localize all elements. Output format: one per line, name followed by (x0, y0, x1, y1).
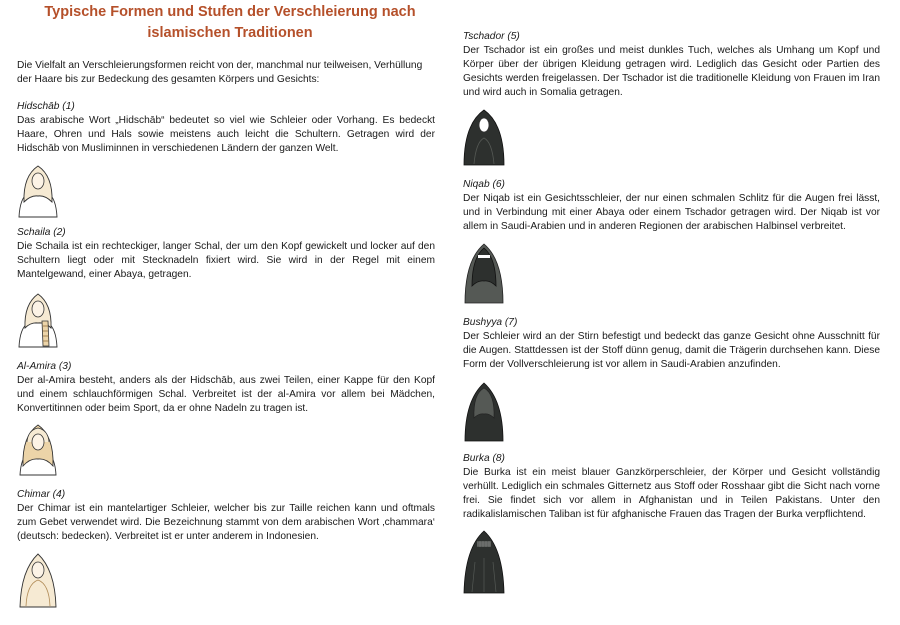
section-text: Die Schaila ist ein rechteckiger, langer Schal, der um den Kopf gewickelt und locker auf den Schultern liegt oder mit Stecknadeln fixiert wird. Sie wird in der Regel mit einem Mantelgewand, einer Abaya, getragen. (17, 241, 435, 280)
section-heading: Al-Amira (3) (17, 361, 72, 372)
section-text: Die Burka ist ein meist blauer Ganzkörperschleier, der Körper und Gesicht vollständig verhüllt. Lediglich ein schmales Gitternetz aus Stoff oder Rosshaar gibt die Sicht nach vorne frei. Sie findet sich vor allem in Afghanistan und in Teilen Pakistans. Unter den radikalislamischen Taliban ist für afghanische Frauen das Tragen der Burka verpflichtend. (463, 467, 880, 520)
al-amira-figure-icon (18, 420, 58, 476)
section-heading: Bushyya (7) (463, 317, 518, 328)
section-bushyya (463, 316, 880, 372)
section-chimar (17, 488, 435, 544)
page-title-line-2: islamischen Traditionen (147, 25, 313, 41)
bushyya-figure-icon (462, 378, 506, 442)
section-schaila (17, 226, 435, 282)
section-burka (463, 452, 880, 522)
section-heading: Hidschāb (1) (17, 101, 75, 112)
hijab-figure-icon (18, 160, 58, 218)
page-title-line-1: Typische Formen und Stufen der Verschleierung nach (44, 4, 416, 20)
section-heading: Chimar (4) (17, 489, 66, 500)
intro-paragraph: Die Vielfalt an Verschleierungsformen reicht von der, manchmal nur teilweisen, Verhüllung der Haare bis zur Bedeckung des gesamten Körpers und Gesichts: (17, 60, 423, 85)
section-heading: Schaila (2) (17, 227, 66, 238)
section-heading: Tschador (5) (463, 31, 520, 42)
section-heading: Niqab (6) (463, 179, 505, 190)
page-title (30, 2, 430, 44)
burka-figure-icon (462, 528, 506, 594)
chador-figure-icon (462, 106, 506, 166)
section-text: Der Chimar ist ein mantelartiger Schleier, welcher bis zur Taille reichen kann und oftmals zum Gebet verwendet wird. Die Bezeichnung stammt von dem arabischen Wort ‚chammara‘ (deutsch: bedecken). Verbreitet ist er unter anderem in Indonesien. (17, 503, 435, 542)
section-al-amira (17, 360, 435, 416)
section-heading: Burka (8) (463, 453, 505, 464)
section-hidschab (17, 100, 435, 156)
section-text: Das arabische Wort „Hidschāb“ bedeutet so viel wie Schleier oder Vorhang. Es bedeckt Haare, Ohren und Hals sowie meistens auch leicht die Schultern. Getragen wird der Hidschāb von Musliminnen in verschiedenen Ländern der ganzen Welt. (17, 115, 435, 154)
niqab-figure-icon (462, 238, 506, 304)
section-tschador (463, 30, 880, 100)
section-niqab (463, 178, 880, 234)
section-text: Der al-Amira besteht, anders als der Hidschāb, aus zwei Teilen, einer Kappe für den Kopf und einem schlauchförmigen Schal. Verbreitet ist der al-Amira vor allem bei Mädchen, Konvertitinnen oder beim Sport, da er ohne Nadeln zu tragen ist. (17, 375, 435, 414)
section-text: Der Schleier wird an der Stirn befestigt und bedeckt das ganze Gesicht ohne Ausschnitt für die Augen. Stattdessen ist der Stoff dünn genug, damit die Trägerin durchsehen kann. Diese Form der Vollverschleierung ist vor allem in Saudi-Arabien anzufinden. (463, 331, 880, 370)
khimar-figure-icon (18, 550, 58, 608)
section-text: Der Niqab ist ein Gesichtsschleier, der nur einen schmalen Schlitz für die Augen frei lässt, und in Verbindung mit einer Abaya oder einem Tschador getragen wird. Der Niqab ist vor allem in Saudi-Arabien und in anderen Regionen der arabischen Halbinsel verbreitet. (463, 193, 880, 232)
section-text: Der Tschador ist ein großes und meist dunkles Tuch, welches als Umhang um Kopf und Körper über der übrigen Kleidung getragen wird. Lediglich das Gesicht oder Partien des Gesichts werden freigelassen. Der Tschador ist die traditionelle Kleidung von Frauen im Iran und wird auch in Somalia getragen. (463, 45, 880, 98)
shayla-figure-icon (18, 288, 58, 348)
